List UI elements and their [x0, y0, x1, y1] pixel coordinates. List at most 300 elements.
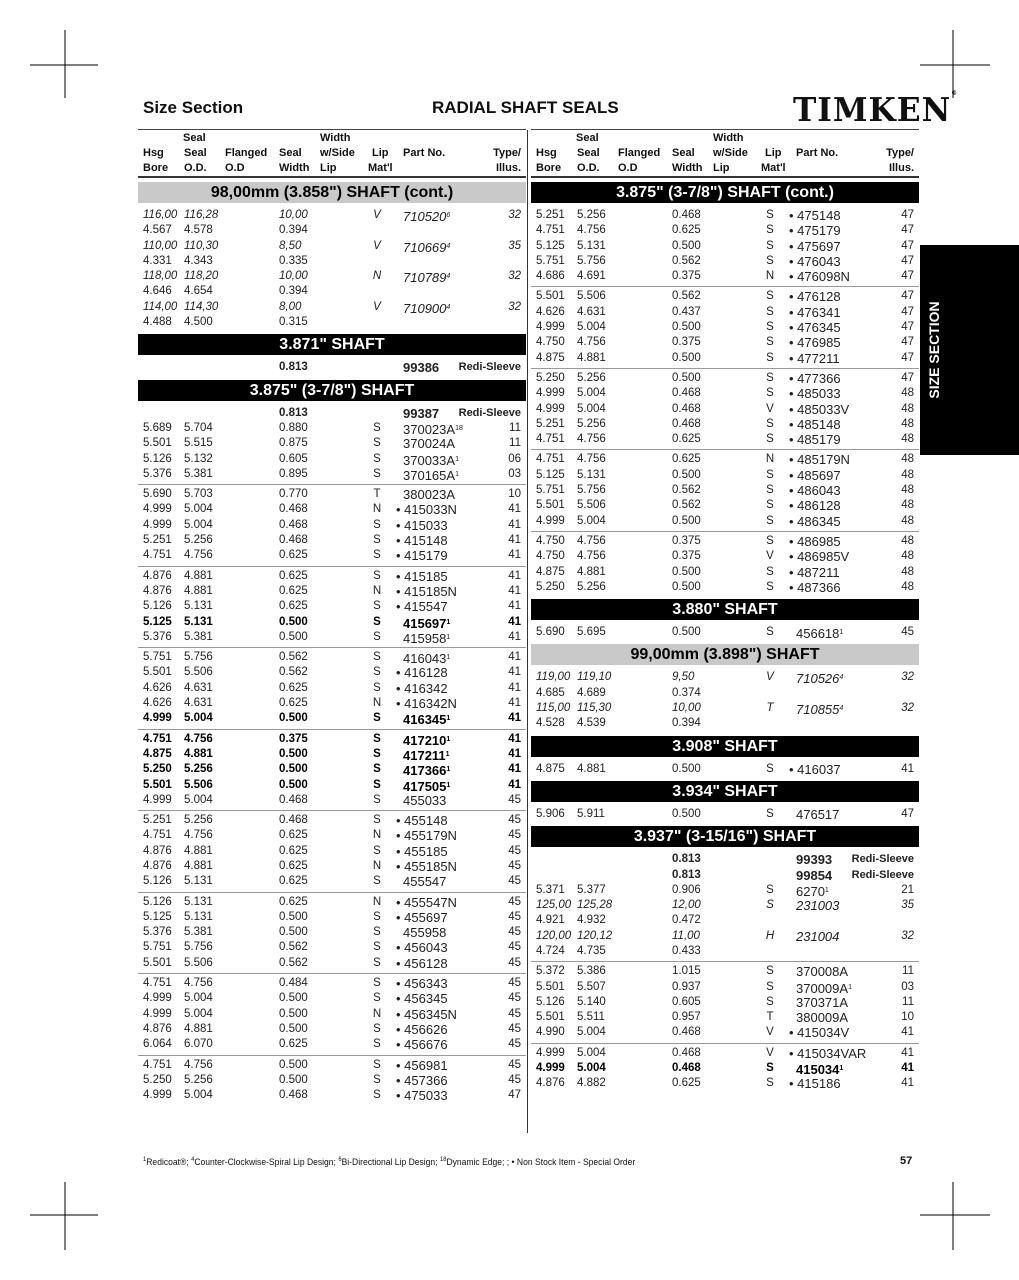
lip-material-text: S [373, 615, 381, 628]
seal-od-text: 5.381 [184, 467, 213, 480]
part-number [789, 995, 848, 1010]
hsg-bore-text: 5.126 [536, 995, 565, 1008]
seal-od-text: 5.004 [184, 503, 213, 516]
header-hsg: Hsg [143, 147, 164, 159]
type-illus-text: 47 [901, 270, 914, 283]
hsg-bore-text: 5.251 [536, 417, 565, 430]
lip-material [763, 670, 777, 685]
table-row [531, 386, 919, 401]
footnote-ref: 4 [446, 273, 451, 281]
row-group [138, 973, 526, 1052]
lip-material [763, 883, 777, 898]
lip-material-text: S [373, 814, 381, 827]
hsg-bore-text: 5.751 [143, 941, 172, 954]
part-number-text: 417366 [403, 763, 447, 779]
table-row [138, 991, 526, 1006]
part-number-text: • 485148 [789, 416, 841, 432]
seal-width-text: 0.562 [279, 651, 308, 664]
part-number [396, 665, 448, 680]
hsg-bore-text: 5.751 [536, 254, 565, 267]
seal-od [577, 980, 606, 995]
seal-od-text: 4.631 [184, 697, 213, 710]
row-group [138, 484, 526, 563]
seal-width [672, 468, 701, 483]
seal-width [279, 1007, 308, 1022]
row-group [138, 566, 526, 645]
hsg-bore [536, 514, 565, 529]
part-number-text: • 415547 [396, 599, 448, 615]
hsg-bore [143, 467, 172, 482]
lip-material-text: V [373, 239, 381, 252]
lip-material [763, 239, 777, 254]
seal-width-text: 0.315 [279, 316, 308, 329]
hsg-bore [536, 498, 565, 513]
row-group [531, 762, 919, 777]
hsg-bore-text: 5.126 [143, 875, 172, 888]
lip-material-text: N [765, 453, 775, 466]
hsg-bore-text: 5.372 [536, 965, 565, 978]
part-number-text: 370009A [796, 980, 849, 996]
seal-od [577, 1061, 606, 1076]
seal-width-text: 0.500 [279, 1007, 308, 1020]
footnote-ref: 1 [446, 735, 451, 743]
type-illus-text: 47 [901, 321, 914, 334]
header-matl: Mat'l [761, 162, 786, 174]
header-type: Type/ [886, 147, 914, 159]
seal-width [279, 239, 301, 254]
seal-width-text: 12,00 [672, 899, 701, 912]
seal-od-text: 4.578 [184, 224, 213, 237]
table-row [531, 549, 919, 564]
seal-od [577, 371, 606, 386]
table-row [138, 1058, 526, 1073]
table-row [138, 239, 526, 254]
lip-material-text: S [373, 467, 381, 480]
type-illus-text: 48 [901, 387, 914, 400]
hsg-bore [536, 483, 565, 498]
row-group [138, 810, 526, 889]
seal-width [279, 813, 308, 828]
lip-material [763, 929, 777, 944]
hsg-bore [143, 813, 172, 828]
header-lip2: Lip [713, 162, 730, 174]
lip-material [370, 828, 384, 843]
seal-od-text: 5.131 [184, 600, 213, 613]
seal-width [279, 910, 308, 925]
footnote-ref: 1 [446, 633, 451, 641]
seal-od [184, 315, 213, 330]
hsg-bore [143, 421, 172, 436]
hsg-bore [536, 565, 565, 580]
part-number-text: 370023A [403, 421, 456, 437]
seal-width [672, 580, 701, 595]
lip-material [763, 483, 777, 498]
seal-width [672, 320, 701, 335]
table-row [531, 670, 919, 685]
lip-material-text: S [766, 565, 774, 578]
header-width: Width [279, 162, 310, 174]
seal-od [577, 1046, 606, 1061]
type-illus-text: 48 [901, 550, 914, 563]
hsg-bore [143, 895, 172, 910]
lip-material-text: S [373, 534, 381, 547]
footnote-ref: 1 [455, 455, 459, 463]
hsg-bore-text: 4.751 [143, 732, 172, 745]
page-number: 57 [900, 1155, 913, 1167]
seal-width [672, 417, 701, 432]
part-number [396, 421, 463, 437]
seal-width-text: 0.562 [672, 484, 701, 497]
seal-od-text: 5.377 [577, 883, 606, 896]
row-group [138, 647, 526, 726]
seal-width [279, 696, 308, 711]
seal-width [279, 747, 308, 762]
part-number [789, 1061, 843, 1077]
hsg-bore [143, 665, 172, 680]
seal-width [672, 964, 701, 979]
lip-material [763, 386, 777, 401]
part-number-text: • 415185 [396, 568, 448, 584]
header-width-top: Width [320, 132, 351, 144]
seal-od [184, 1088, 213, 1103]
type-illus-text: 11 [509, 437, 521, 450]
hsg-bore [143, 762, 172, 777]
lip-material [370, 1073, 384, 1088]
header-seal2: Seal [672, 147, 695, 159]
table-row [531, 883, 919, 898]
seal-width-text: 0.906 [672, 883, 701, 896]
part-number-text: 710789 [403, 270, 447, 286]
lip-material [370, 711, 384, 726]
hsg-bore [143, 925, 172, 940]
section-header: 3.934" SHAFT [531, 781, 919, 802]
seal-od-text: 4.881 [577, 351, 606, 364]
type-illus [508, 1073, 521, 1088]
part-number-text: 231003 [796, 898, 840, 914]
table-row [531, 289, 919, 304]
seal-od [577, 995, 606, 1010]
part-number [789, 208, 841, 223]
table-row [531, 514, 919, 529]
part-number [789, 320, 841, 335]
hsg-bore-text: 110,00 [143, 239, 178, 252]
hsg-bore-text: 4.751 [536, 433, 565, 446]
lip-material [763, 964, 777, 979]
type-illus-text: 47 [901, 224, 914, 237]
footnote-ref: 1 [446, 715, 451, 723]
type-illus [508, 844, 521, 859]
hsg-bore-text: 4.626 [536, 305, 565, 318]
seal-width-text: 0.500 [672, 762, 701, 775]
type-illus-text: 41 [901, 1062, 914, 1075]
seal-width-text: 0.468 [279, 503, 308, 516]
part-number-text: • 476345 [789, 320, 841, 336]
seal-width [279, 859, 308, 874]
fn-sup: 1 [143, 1156, 147, 1163]
part-number-text: 99387 [403, 405, 440, 421]
hsg-bore [143, 487, 172, 502]
header-wside: w/Side [713, 147, 748, 159]
table-row [531, 625, 919, 640]
part-number-text: • 486128 [789, 498, 841, 514]
hsg-bore-text: 5.690 [143, 488, 172, 501]
column-header [531, 129, 919, 178]
type-illus-text: 41 [508, 534, 521, 547]
type-illus [901, 980, 914, 995]
seal-od-text: 5.911 [577, 807, 605, 820]
lip-material-text: V [766, 671, 774, 684]
lip-material-text: N [372, 829, 382, 842]
lip-material [370, 569, 384, 584]
seal-width-text: 0.500 [279, 992, 308, 1005]
seal-width [279, 828, 308, 843]
seal-width-text: 0.625 [279, 1038, 308, 1051]
part-number-text: • 457366 [396, 1072, 448, 1088]
seal-od-text: 5.256 [577, 580, 606, 593]
seal-width [279, 518, 308, 533]
type-illus [901, 625, 914, 640]
hsg-bore-text: 4.626 [143, 697, 172, 710]
lip-material-text: S [766, 883, 774, 896]
type-illus [901, 351, 914, 366]
hsg-bore-text: 5.125 [536, 468, 565, 481]
type-illus [508, 910, 521, 925]
header-od2: O.D [618, 162, 638, 174]
part-number [396, 630, 450, 646]
lip-material [370, 208, 384, 223]
seal-width-text: 0.500 [672, 351, 701, 364]
seal-od-text: 5.004 [577, 387, 606, 400]
lip-material [763, 371, 777, 386]
type-illus [508, 1007, 521, 1022]
hsg-bore-text: 4.875 [536, 762, 565, 775]
table-row [138, 859, 526, 874]
hsg-bore [536, 534, 565, 549]
redi-sleeve-row [531, 868, 919, 883]
seal-od [184, 254, 213, 269]
lip-material-text: S [373, 600, 381, 613]
header-od: O.D. [577, 162, 600, 174]
row-group [531, 531, 919, 595]
seal-od [184, 269, 218, 284]
table-row [138, 940, 526, 955]
seal-od-text: 4.631 [577, 305, 606, 318]
part-number [396, 895, 457, 910]
row-group [531, 961, 919, 1040]
seal-width [672, 686, 701, 701]
lip-material [370, 976, 384, 991]
type-illus-text: 11 [902, 965, 914, 978]
seal-od-text: 5.756 [577, 254, 606, 267]
lip-material [370, 269, 384, 284]
seal-od [184, 665, 213, 680]
seal-width [279, 1073, 308, 1088]
lip-material [763, 223, 777, 238]
part-number [396, 793, 446, 808]
type-illus-text: 47 [901, 305, 914, 318]
seal-od [184, 533, 213, 548]
seal-od-text: 5.132 [184, 452, 213, 465]
type-illus [509, 436, 521, 451]
seal-od-text: 5.004 [577, 402, 606, 415]
seal-width [672, 883, 701, 898]
seal-od [577, 898, 612, 913]
lip-material-text: S [373, 778, 381, 791]
lip-material [763, 351, 777, 366]
type-illus-text: 32 [901, 929, 914, 942]
seal-width-text: 10,00 [279, 270, 308, 283]
side-tab [920, 245, 1019, 455]
type-illus [508, 584, 521, 599]
side-tab-label: SIZE SECTION [926, 301, 942, 399]
type-illus-text: 41 [901, 762, 914, 775]
seal-od [184, 681, 213, 696]
lip-material [370, 1022, 384, 1037]
type-illus-text: 45 [508, 1058, 521, 1071]
type-illus [508, 518, 521, 533]
hsg-bore-text: 4.751 [536, 453, 565, 466]
part-number-text: • 487211 [789, 564, 840, 580]
hsg-bore [536, 351, 565, 366]
table-row [531, 432, 919, 447]
part-number [789, 351, 840, 366]
seal-width-text: 0.500 [279, 910, 308, 923]
type-illus [508, 940, 521, 955]
lip-material [370, 844, 384, 859]
seal-width-text: 10,00 [279, 209, 308, 221]
part-number-text: 370033A [403, 452, 456, 468]
hsg-bore [143, 828, 172, 843]
seal-width-text: 0.468 [672, 1046, 701, 1059]
type-illus-text: Redi-Sleeve [851, 853, 914, 866]
redi-sleeve-row [138, 360, 526, 375]
hsg-bore [536, 1025, 565, 1040]
seal-od [577, 580, 606, 595]
lip-material-text: V [766, 1026, 774, 1039]
type-illus-text: Redi-Sleeve [851, 868, 914, 881]
header-od: O.D. [184, 162, 207, 174]
hsg-bore [536, 452, 565, 467]
seal-width [279, 502, 308, 517]
lip-material-text: S [766, 351, 774, 364]
type-illus [508, 828, 521, 843]
type-illus [508, 569, 521, 584]
lip-material [763, 1061, 777, 1076]
lip-material [370, 910, 384, 925]
lip-material-text: S [373, 977, 381, 990]
lip-material-text: V [373, 300, 381, 313]
lip-material [763, 289, 777, 304]
hsg-bore [143, 991, 172, 1006]
footnote-ref: 1 [446, 766, 451, 774]
type-illus [901, 468, 914, 483]
seal-od-text: 5.506 [577, 499, 606, 512]
seal-width [279, 665, 308, 680]
footnote-ref: 1 [848, 983, 852, 991]
footnote-ref: 4 [446, 242, 451, 250]
seal-width [279, 925, 308, 940]
seal-od [577, 807, 605, 822]
part-number [789, 498, 841, 513]
seal-width [672, 701, 701, 716]
type-illus [508, 665, 521, 680]
seal-width [672, 913, 701, 928]
part-number [789, 762, 841, 777]
part-number [789, 335, 841, 350]
hsg-bore-text: 6.064 [143, 1038, 172, 1051]
seal-od [577, 254, 606, 269]
lip-material-text: S [766, 209, 774, 221]
fn-sup: 6 [338, 1156, 342, 1163]
type-illus [508, 874, 521, 889]
seal-width [279, 360, 308, 375]
hsg-bore [143, 1073, 172, 1088]
hsg-bore [536, 320, 565, 335]
hsg-bore [536, 1046, 565, 1061]
lip-material [370, 940, 384, 955]
seal-width [279, 452, 308, 467]
row-group [138, 208, 526, 330]
hsg-bore-text: 5.125 [143, 615, 172, 628]
hsg-bore [143, 436, 172, 451]
part-number-text: 415958 [403, 630, 447, 646]
type-illus [901, 1025, 914, 1040]
seal-width [672, 762, 701, 777]
hsg-bore-text: 114,00 [143, 300, 178, 313]
seal-width [279, 762, 308, 777]
type-illus [508, 681, 521, 696]
type-illus [508, 502, 521, 517]
seal-width-text: 0.813 [279, 406, 308, 419]
seal-width-text: 0.625 [279, 549, 308, 562]
type-illus [901, 929, 914, 944]
table-row [138, 1088, 526, 1103]
fn-text: Counter-Clockwise-Spiral Lip Design; [194, 1157, 339, 1169]
lip-material-text: S [766, 468, 774, 481]
logo-text: TIMKEN [793, 90, 952, 129]
type-illus [901, 498, 914, 513]
lip-material [763, 995, 777, 1010]
part-number [789, 402, 849, 417]
section-header: 3.937" (3-15/16") SHAFT [531, 826, 919, 847]
seal-od-text: 4.756 [184, 732, 213, 745]
table-row [138, 925, 526, 940]
seal-width [672, 498, 701, 513]
table-row [531, 701, 919, 716]
type-illus [901, 1010, 914, 1025]
seal-od [184, 859, 213, 874]
lip-material [370, 1088, 384, 1103]
row-group [531, 208, 919, 284]
table-row [138, 956, 526, 971]
type-illus-text: 47 [508, 1089, 521, 1102]
lip-material-text: S [766, 980, 774, 993]
type-illus-text: 41 [508, 681, 521, 694]
part-number [789, 432, 841, 447]
seal-width-text: 0.957 [672, 1011, 701, 1024]
seal-od [184, 747, 213, 762]
table-row [138, 599, 526, 614]
type-illus [902, 995, 914, 1010]
part-number-text: • 415185N [396, 583, 457, 599]
part-number [396, 502, 457, 517]
type-illus [901, 452, 914, 467]
table-row [531, 269, 919, 284]
lip-material [370, 732, 384, 747]
hsg-bore-text: 5.501 [143, 778, 172, 791]
type-illus-text: 03 [901, 980, 914, 993]
lip-material-text: S [373, 666, 381, 679]
